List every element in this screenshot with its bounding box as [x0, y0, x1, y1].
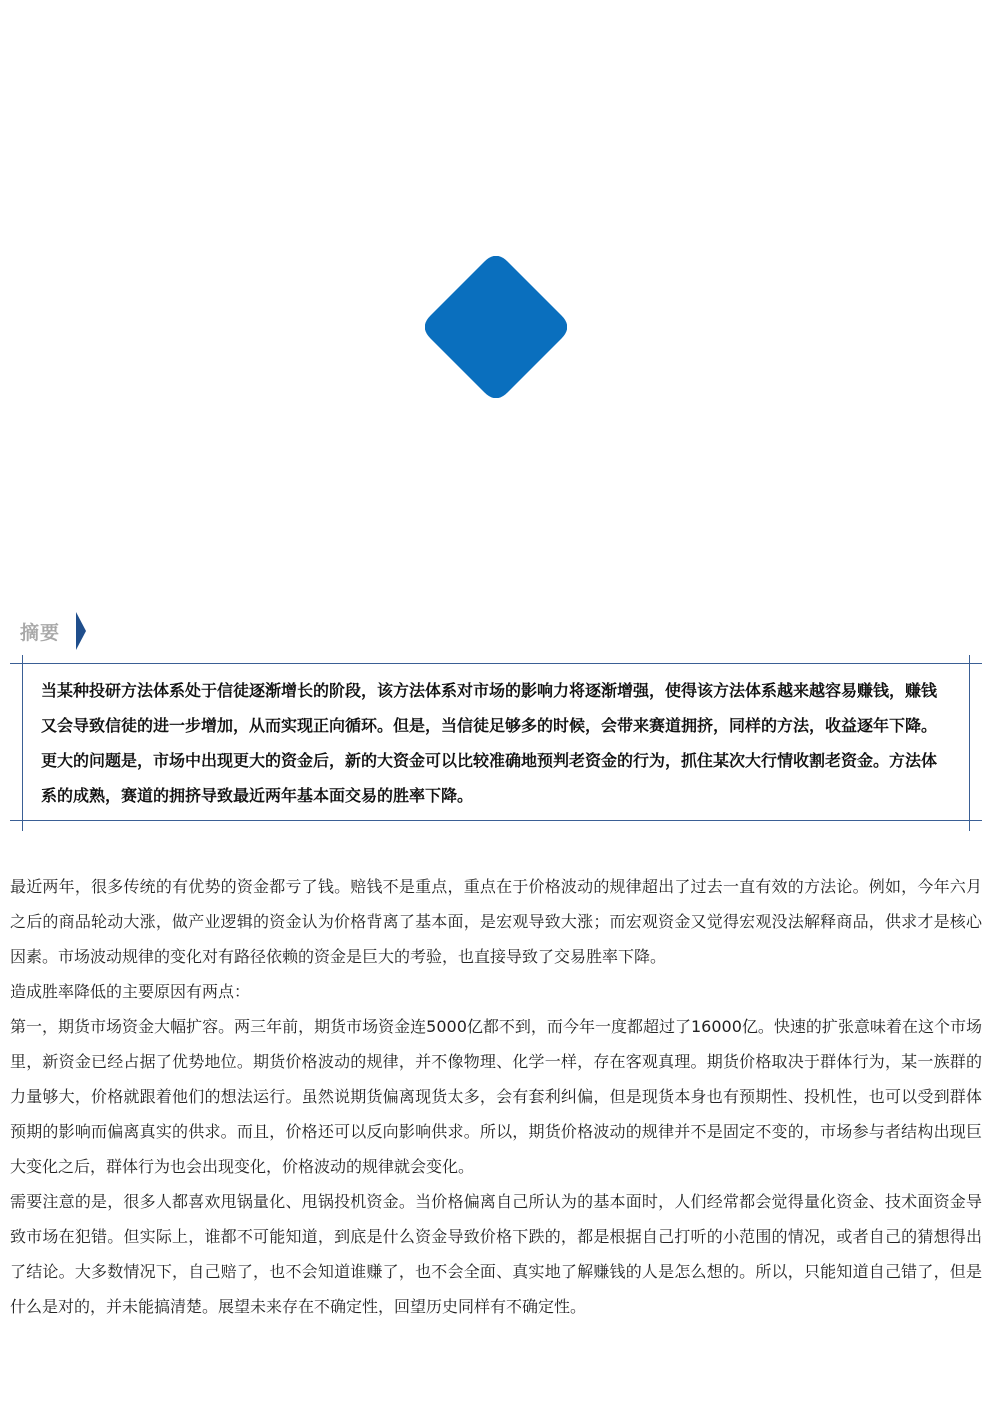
- abstract-title: 摘要: [20, 621, 61, 644]
- article-body: [10, 869, 982, 1324]
- body-paragraph: 最近两年，很多传统的有优势的资金都亏了钱。赔钱不是重点，重点在于价格波动的规律超出了过去一直有效的方法论。例如，今年六月之后的商品轮动大涨，做产业逻辑的资金认为价格背离了基本面，是宏观导致大涨；而宏观资金又觉得宏观没法解释商品，供求才是核心因素。市场波动规律的变化对有路径依赖的资金是巨大的考验，也直接导致了交易胜率下降。: [10, 877, 982, 966]
- body-paragraph: 造成胜率降低的主要原因有两点：: [10, 982, 251, 1001]
- diamond-logo-icon: [425, 256, 567, 398]
- abstract-box-top-border: [10, 663, 982, 664]
- abstract-box-right-border: [969, 655, 970, 831]
- triangle-right-icon: [76, 612, 86, 650]
- abstract-box-bottom-border: [10, 820, 982, 821]
- body-paragraph: 第一，期货市场资金大幅扩容。两三年前，期货市场资金连5000亿都不到，而今年一度都超过了16000亿。快速的扩张意味着在这个市场里，新资金已经占据了优势地位。期货价格波动的规律，并不像物理、化学一样，存在客观真理。期货价格取决于群体行为，某一族群的力量够大，价格就跟着他们的想法运行。虽然说期货偏离现货太多，会有套利纠偏，但是现货本身也有预期性、投机性，也可以受到群体预期的影响而偏离真实的供求。而且，价格还可以反向影响供求。所以，期货价格波动的规律并不是固定不变的，市场参与者结构出现巨大变化之后，群体行为也会出现变化，价格波动的规律就会变化。: [10, 1017, 982, 1176]
- abstract-box-left-border: [22, 655, 23, 831]
- abstract-text: 当某种投研方法体系处于信徒逐渐增长的阶段，该方法体系对市场的影响力将逐渐增强，使得该方法体系越来越容易赚钱，赚钱又会导致信徒的进一步增加，从而实现正向循环。但是，当信徒足够多的时候，会带来赛道拥挤，同样的方法，收益逐年下降。更大的问题是，市场中出现更大的资金后，新的大资金可以比较准确地预判老资金的行为，抓住某次大行情收割老资金。方法体系的成熟，赛道的拥挤导致最近两年基本面交易的胜率下降。: [41, 681, 938, 805]
- body-paragraph: 需要注意的是，很多人都喜欢甩锅量化、甩锅投机资金。当价格偏离自己所认为的基本面时，人们经常都会觉得量化资金、技术面资金导致市场在犯错。但实际上，谁都不可能知道，到底是什么资金导致价格下跌的，都是根据自己打听的小范围的情况，或者自己的猜想得出了结论。大多数情况下，自己赔了，也不会知道谁赚了，也不会全面、真实地了解赚钱的人是怎么想的。所以，只能知道自己错了，但是什么是对的，并未能搞清楚。展望未来存在不确定性，回望历史同样有不确定性。: [10, 1192, 982, 1316]
- abstract-header: [20, 612, 86, 650]
